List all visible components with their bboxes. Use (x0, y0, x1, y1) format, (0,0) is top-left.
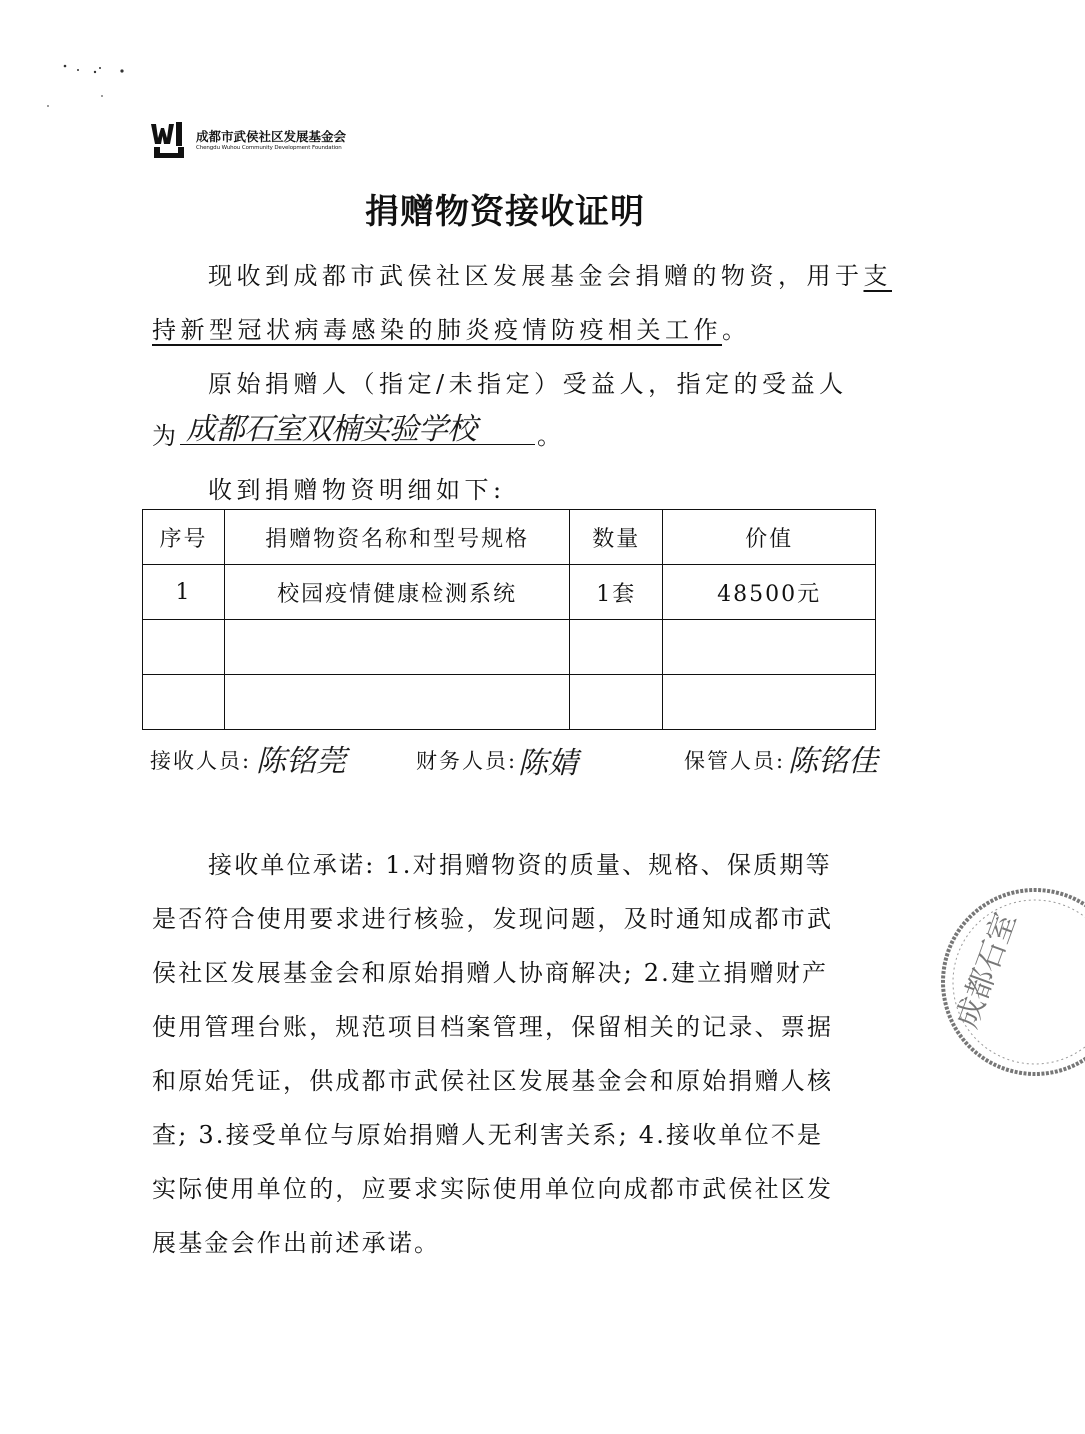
header-serial: 序号 (143, 510, 225, 565)
details-label: 收到捐赠物资明细如下: (208, 476, 506, 504)
cell-item-name (224, 675, 569, 730)
intro-line-1 (208, 256, 892, 291)
cell-quantity (570, 620, 663, 675)
finance-signature: 陈婧 (518, 746, 578, 781)
beneficiary-handwritten-name: 成都石室双楠实验学校 (186, 412, 476, 447)
cell-quantity: 1套 (570, 565, 663, 620)
finance-label: 财务人员: (416, 749, 518, 773)
commitment-line: 展基金会作出前述承诺。 (152, 1229, 441, 1257)
intro-purpose-start: 支 (863, 262, 892, 290)
page-title: 捐赠物资接收证明 (365, 192, 645, 232)
cell-serial: 1 (143, 565, 225, 620)
commitment-line: 和原始凭证，供成都市武侯社区发展基金会和原始捐赠人核 (152, 1067, 834, 1095)
beneficiary-prefix: 为 (152, 422, 181, 450)
commitment-line: 实际使用单位的，应要求实际使用单位向成都市武侯社区发 (152, 1175, 834, 1203)
cell-value: 48500元 (663, 565, 876, 620)
commitment-line: 侯社区发展基金会和原始捐赠人协商解决; 2.建立捐赠财产 (152, 959, 829, 987)
intro-line-2 (152, 310, 751, 345)
custodian-label: 保管人员: (684, 749, 786, 773)
commitment-line: 是否符合使用要求进行核验，发现问题，及时通知成都市武 (152, 905, 834, 933)
intro-purpose: 持新型冠状病毒感染的肺炎疫情防疫相关工作 (152, 316, 722, 344)
intro-text: 现收到成都市武侯社区发展基金会捐赠的物资，用于 (208, 262, 864, 290)
cell-quantity (570, 675, 663, 730)
logo-name-en: Chengdu Wuhou Community Development Foundation (196, 144, 342, 151)
seal-icon (935, 882, 1085, 1082)
header-value: 价值 (663, 510, 876, 565)
table-header-row (143, 510, 876, 565)
cell-serial (143, 675, 225, 730)
cell-value (663, 620, 876, 675)
cell-value (663, 675, 876, 730)
official-seal (935, 882, 1035, 1082)
table-row (143, 565, 876, 620)
beneficiary-line-1: 原始捐赠人（指定/未指定）受益人，指定的受益人 (208, 370, 848, 398)
intro-period: 。 (722, 316, 751, 344)
logo-text (196, 129, 346, 152)
receiver-signature: 陈铭莞 (256, 744, 346, 779)
receiver-label: 接收人员: (150, 749, 252, 773)
foundation-logo (148, 120, 346, 160)
seal-text: 成都石室 (949, 908, 1024, 1033)
scan-specks (40, 58, 140, 118)
donation-items-table (142, 509, 876, 730)
cell-item-name: 校园疫情健康检测系统 (224, 565, 569, 620)
table-row (143, 675, 876, 730)
beneficiary-period: 。 (537, 422, 566, 450)
foundation-logo-icon (148, 120, 188, 160)
header-item-name: 捐赠物资名称和型号规格 (224, 510, 569, 565)
cell-item-name (224, 620, 569, 675)
commitment-line: 查; 3.接受单位与原始捐赠人无利害关系; 4.接收单位不是 (152, 1121, 824, 1149)
commitment-line-text: 接收单位承诺: 1.对捐赠物资的质量、规格、保质期等 (208, 851, 832, 879)
header-quantity: 数量 (570, 510, 663, 565)
commitment-line: 使用管理台账，规范项目档案管理，保留相关的记录、票据 (152, 1013, 834, 1041)
logo-name-cn: 成都市武侯社区发展基金会 (196, 128, 347, 144)
commitment-line (152, 838, 872, 892)
custodian-signature: 陈铭佳 (788, 744, 878, 779)
table-row (143, 620, 876, 675)
commitment-paragraph (152, 838, 872, 1270)
cell-serial (143, 620, 225, 675)
